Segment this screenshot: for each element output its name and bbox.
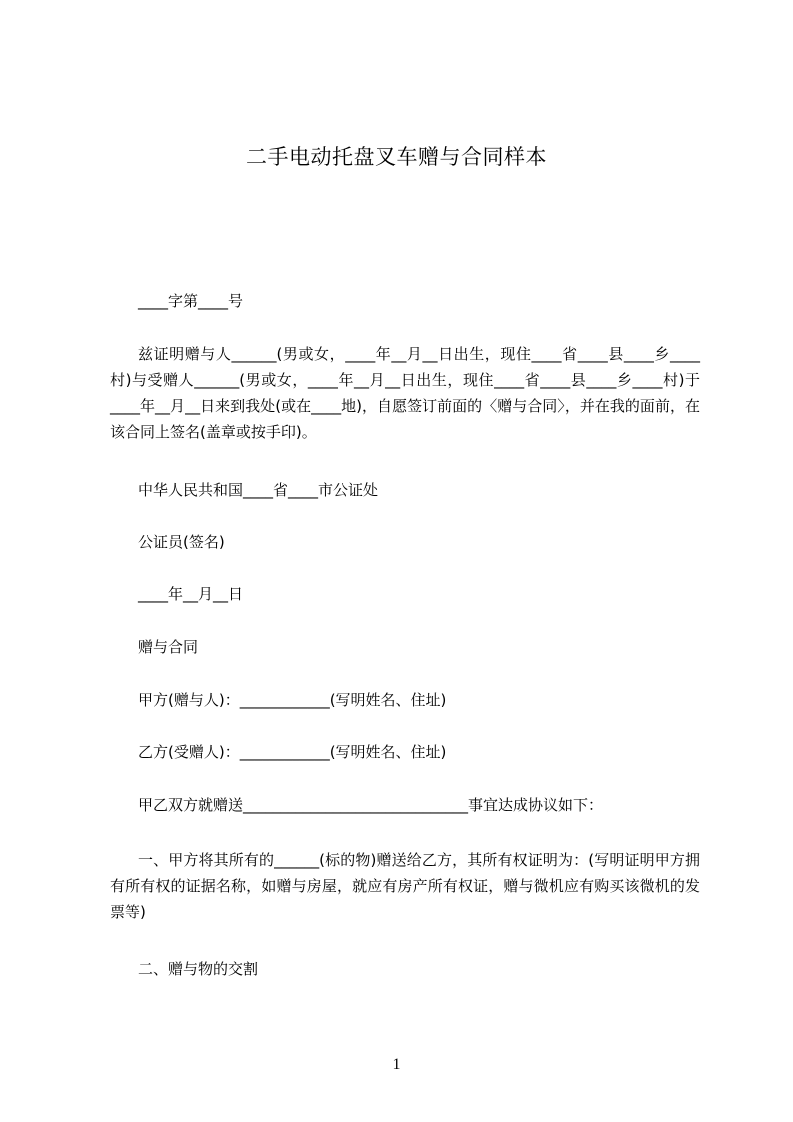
contract-heading: 赠与合同	[138, 638, 199, 656]
document-number-line: ____字第____号	[138, 292, 244, 310]
notarization-statement: 兹证明赠与人______(男或女，____年__月__日出生，现住____省____县____乡____村)与受赠人______(男或女，____年__月__日出生，现住____省____县____乡____村)于____年__月__日来到我处(或在____地)，自愿签订前面的〈赠与合同〉，并在我的面前，在该合同上签名(盖章或按手印)。	[110, 345, 700, 441]
clause-two-heading: 二、赠与物的交割	[138, 960, 259, 978]
party-a-line: 甲方(赠与人)：____________(写明姓名、住址)	[138, 691, 447, 709]
document-title: 二手电动托盘叉车赠与合同样本	[246, 145, 547, 169]
page-number: 1	[392, 1056, 401, 1073]
clause-one: 一、甲方将其所有的______(标的物)赠送给乙方，其所有权证明为：(写明证明甲方拥有所有权的证据名称，如赠与房屋，就应有房产所有权证，赠与微机应有购买该微机的发票等)	[110, 851, 700, 921]
party-b-line: 乙方(受赠人)：____________(写明姓名、住址)	[138, 743, 447, 761]
notary-date-line: ____年__月__日	[138, 585, 244, 603]
agreement-intro-line: 甲乙双方就赠送______________________________事宜达成协议如下：	[138, 796, 604, 814]
notary-signature-line: 公证员(签名)	[138, 533, 225, 551]
notary-office-line: 中华人民共和国____省____市公证处	[138, 481, 379, 499]
